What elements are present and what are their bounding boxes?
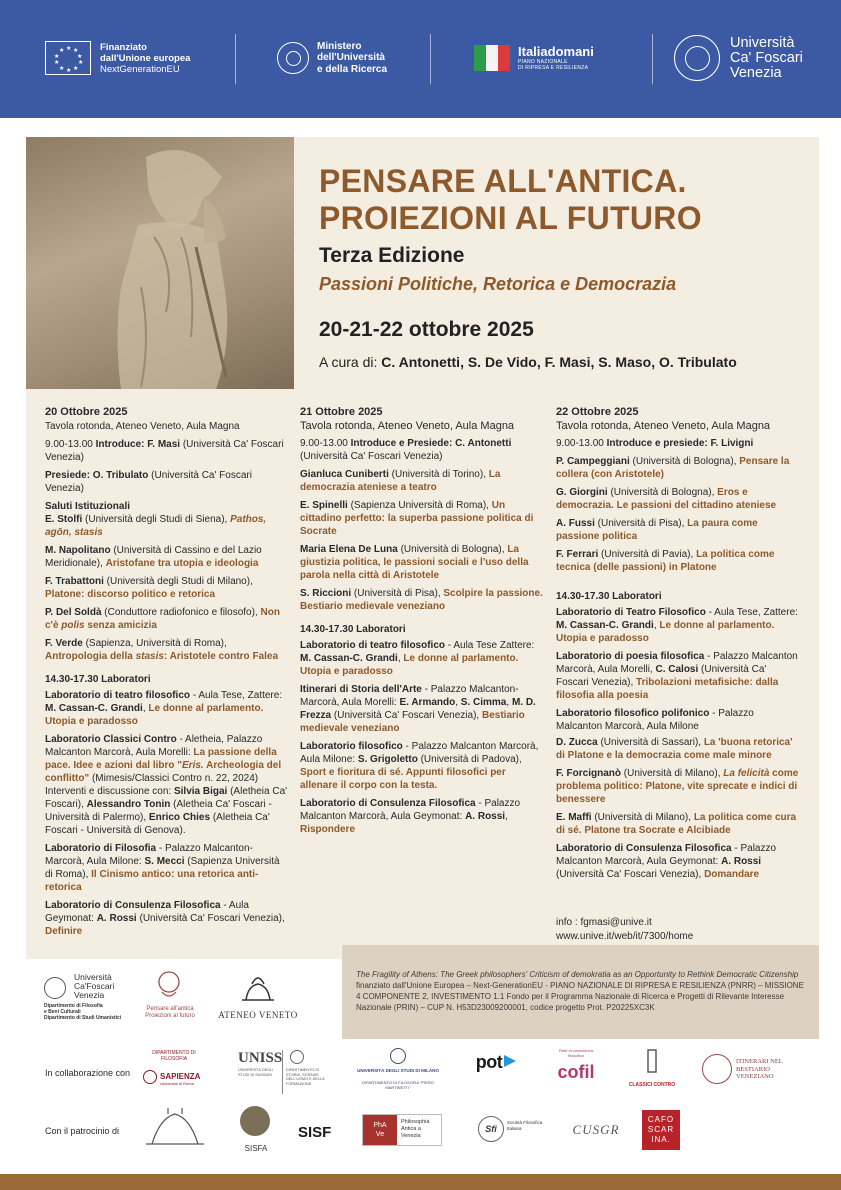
uniss-sub: UNIVERSITÀ DEGLI STUDI DI SASSARI [238,1068,274,1077]
ucf-dept-1: Dipartimento di Filosofia [44,1003,103,1009]
day2-lab [300,797,543,836]
coin-icon [240,1106,270,1136]
affiliation: (Università di Pisa), [351,588,444,599]
affiliation: (Università Ca' Foscari Venezia), [556,869,705,880]
lab-name: Laboratorio di Consulenza Filosofica [45,900,221,911]
eu-label-2: dall'Unione europea [100,52,191,64]
sapienza-sub: Università di Roma [160,1081,194,1086]
speaker: Alessandro Tonin [86,799,171,810]
collab-label: In collaborazione con [45,1068,131,1078]
talk-title: La democrazia ateniese a teatro [300,469,501,493]
sisfa-logo [238,1106,274,1158]
speaker: S. Cimma [460,697,507,708]
title-line-2: PROIEZIONI AL FUTURO [319,200,702,236]
event-dates: 20-21-22 ottobre 2025 [319,318,534,341]
sapienza-seal-icon [143,1070,157,1084]
talk-title: Domandare [704,869,760,880]
speaker: F. Ferrari [556,549,599,560]
sapienza-dept: DIPARTIMENTO DI FILOSOFIA [152,1050,196,1062]
speaker: P. Campeggiani [556,456,630,467]
speaker: E. Maffi [556,812,592,823]
talk-title: Pathos, agōn, stasis [45,514,267,538]
lab-venue: - Aula Tese Zattere: [445,640,535,651]
lab-venue: - Palazzo Malcanton Marcorà, Aula Milone: [300,741,539,765]
separator: , [142,703,149,714]
allegorical-emblem-icon [140,1104,210,1150]
speaker: C. Calosi [655,664,699,675]
mur-label-3: e della Ricerca [317,63,388,75]
day3-talk [556,548,799,574]
day2-afternoon: 14.30-17.30 Laboratori [300,624,406,635]
talk-title: polis [61,620,85,631]
day3-talk [556,486,799,512]
lab-name: Laboratorio di Consulenza Filosofica [556,843,732,854]
day1-talk [45,575,288,601]
lab-name: Laboratorio filosofico polifonico [556,708,710,719]
affiliation: (Università Ca' Foscari Venezia), [556,664,767,688]
time: 9.00-13.00 [300,438,351,449]
sfi-logo [478,1114,544,1146]
ucf-name-1: Università [74,972,112,982]
talk-title: Pensare la collera (con Aristotele) [556,456,790,480]
speaker: Introduce e Presiede: C. Antonetti [350,438,512,449]
ucf-dept-3: Dipartimento di Studi Umanistici [44,1015,122,1021]
speaker: Introduce: F. Masi [95,439,181,450]
phave-label-1: PhA [373,1122,387,1129]
republic-emblem-icon [277,42,309,74]
affiliation: (Università degli Studi di Siena), [82,514,231,525]
lab-name: Laboratorio Classici Contro [45,734,177,745]
day1-lab [45,689,288,728]
sfi-sub: Società Filosofica Italiana [507,1120,543,1131]
speaker: Silvia Bigai [173,786,228,797]
talk-title: senza amicizia [84,620,157,631]
project-box [342,945,819,1039]
mur-logo [277,32,387,84]
speaker: Introduce e presiede: F. Livigni [606,438,754,449]
day1-talk [45,544,288,570]
ucf-seal-icon [44,977,66,999]
speaker: S. Riccioni [300,588,352,599]
bestiario-logo [702,1052,794,1086]
project-funding: finanziato dall'Unione Europea – Next-GenerationEU - PIANO NAZIONALE DI RIPRESA E RESILIENZA (PNRR) – MISSIONE 4 COMPONENTE 2, INVESTIMENTO 1.1 Fondo per il Programma Nazionale di Ricerca e Progetti di Rilevante Interesse Nazionale (PRIN) – CUP N. H53D23009200001, codice progetto Prot. P20225XC3K [356,981,804,1012]
curators [319,354,737,370]
talk-title: La paura come passione politica [556,518,758,542]
day2-column [300,406,543,841]
lab-name: Laboratorio di Consulenza Filosofica [300,798,476,809]
speaker: M. Napolitano [45,545,111,556]
affiliation: (Università di Torino), [388,469,489,480]
day2-lab [300,683,543,735]
speaker: Gianluca Cuniberti [300,469,389,480]
talk-title: Le donne al parlamento. Utopia e paradosso [45,703,264,727]
speaker: G. Giorgini [556,487,608,498]
sfi-label: Sfi [478,1116,504,1142]
classici-label: CLASSICI CONTRO [628,1082,676,1088]
day2-venue: Tavola rotonda, Ateneo Veneto, Aula Magna [300,420,515,432]
contact-email[interactable]: info : fgmasi@unive.it [556,917,652,928]
speaker: M. Cassan-C. Grandi [300,653,398,664]
lab-name: Laboratorio di poesia filosofica [556,651,705,662]
affiliation: (Sapienza Università di Roma), [45,856,280,880]
header-band [0,0,841,118]
day2-date: 21 Ottobre 2025 [300,406,383,418]
unimi-seal-icon [390,1048,406,1064]
cafoscarina-logo [642,1110,680,1150]
day1-talk [45,606,288,632]
curators-label: A cura di: [319,354,382,370]
talk-title: Le donne al parlamento. Utopia e paradosso [300,653,519,677]
day2-talk [300,587,543,613]
lab-name: Itinerari di Storia dell'Arte [300,684,422,695]
talk-title: Bestiario medievale veneziano [300,710,525,734]
event-subtitle: Passioni Politiche, Retorica e Democrazia [319,274,677,294]
cofil-sub: Rete di consulenza filosofica [558,1048,594,1058]
unimi-sub: DIPARTIMENTO DI FILOSOFIA "PIERO MARTINETTI" [362,1080,434,1090]
talk-title: La politica come cura di sé. Platone tra Socrate e Alcibiade [556,812,797,836]
day1-greetings: Saluti Istituzionali [45,501,131,512]
speaker: Maria Elena De Luna [300,544,398,555]
lab-note: (Mimesis/Classici Contro n. 22, 2024) Interventi e discussione con: [45,773,259,797]
day1-column [45,406,288,943]
day1-intro [45,438,288,464]
separator: , [505,811,508,822]
affiliation: (Università Ca' Foscari Venezia), [136,913,285,924]
patronage-label: Con il patrocinio di [45,1126,120,1136]
talk-title: Le donne al parlamento. Utopia e paradosso [556,620,775,644]
ucf-label-3: Venezia [730,64,782,81]
italiadomani-sub-2: DI RIPRESA E RESILIENZA [518,65,589,71]
speaker: S. Mecci [144,856,185,867]
eu-funding-logo [45,32,190,84]
bestiario-label-3: VENEZIANO [736,1073,774,1080]
talk-title: Non c'è [45,607,280,631]
unimi-logo [356,1048,440,1094]
uniss-logo [236,1050,336,1096]
patron-emblem-logo [140,1104,210,1150]
affiliation: (Università degli Studi di Milano), [103,576,253,587]
pot-label: pot [475,1052,503,1072]
pot-logo [460,1052,518,1082]
affiliation: (Università di Bologna), [629,456,740,467]
affiliation: (Università Ca' Foscari Venezia) [45,439,284,463]
eu-label-3: NextGenerationEU [100,63,180,75]
athena-relief-image [26,137,294,389]
day2-intro [300,437,543,463]
mur-label-2: dell'Università [317,52,385,64]
affiliation: (Conduttore radiofonico e filosofo), [101,607,261,618]
affiliation: (Università di Padova), [417,754,522,765]
lab-name: Laboratorio di teatro filosofico [45,690,191,701]
affiliation: (Università Ca' Foscari Venezia), [331,710,482,721]
day3-talk [556,455,799,481]
speaker: A. Rossi [465,811,506,822]
affiliation: (Sapienza, Università di Roma), [82,638,227,649]
speaker: E. Spinelli [300,500,348,511]
lab-venue: - Aula Tese, Zattere: [705,607,798,618]
event-title [319,163,799,237]
lab-venue: - Palazzo Malcanton Marcorà, Aula Geymonat: [300,798,521,822]
title-line-1: PENSARE ALL'ANTICA. [319,163,687,199]
affiliation: (Aletheia Ca' Foscari), [45,786,288,810]
talk-title: Un cittadino perfetto: la superba passione politica di Socrate [300,500,534,537]
separator: , [506,697,512,708]
ucf-seal-icon [674,35,720,81]
header-divider [430,34,431,84]
ucf-name-3: Venezia [74,990,105,1000]
speaker: A. Fussi [556,518,595,529]
day1-lab [45,842,288,894]
day3-date: 22 Ottobre 2025 [556,406,639,418]
speaker: F. Verde [45,638,83,649]
lab-venue: - Aletheia, Palazzo Malcanton Marcorà, Aula Morelli: [45,734,263,758]
speaker: D. Zucca [556,737,598,748]
phave-label-3: Philosophia Antica a Venezia [401,1119,430,1139]
uniss-dept: DIPARTIMENTO DI STORIA, SCIENZE DELL'UOMO E DELLA FORMAZIONE [286,1068,325,1086]
speaker: F. Forcignanò [556,768,621,779]
talk-title: Eros e democrazia. Le passioni del cittadino ateniese [556,487,777,511]
affiliation: (Aletheia Ca' Foscari - Università di Genova). [45,812,270,836]
affiliation: (Università di Pisa), [594,518,688,529]
day1-lab [45,899,288,938]
day3-talk [556,767,799,806]
talk-title: Tribolazioni metafisiche: dalla filosofia alla poesia [556,677,779,701]
ucf-name-2: Ca'Foscari [74,981,115,991]
talk-title: Rispondere [300,824,356,835]
talk-title: Archeologia del conflitto" [45,760,282,784]
day3-intro [556,437,799,450]
day2-talk [300,499,543,538]
bestiario-label-2: BESTIARIO [736,1065,770,1073]
ucf-logo [674,30,803,86]
talk-title: Eris. [182,760,204,771]
sisfa-label: SISFA [244,1144,268,1153]
classici-contro-logo [622,1048,682,1094]
day1-talk [45,637,288,663]
sapienza-label: SAPIENZA [160,1072,201,1081]
column-figure-icon [644,1048,660,1074]
uniss-label: UNISS [238,1050,283,1066]
project-title: The Fragility of Athens: The Greek philosophers' Criticism of demokratia as an Opportunity to Rethink Democratic Citizenship [356,970,799,979]
footer-bar [0,1174,841,1190]
affiliation: (Università Ca' Foscari Venezia) [45,470,252,494]
curators-names: C. Antonetti, S. De Vido, F. Masi, S. Maso, O. Tribulato [381,354,737,370]
speaker: A. Rossi [721,856,762,867]
speaker: M. D. Frezza [300,697,536,721]
talk-title: La giustizia politica, le passioni sociali e l'uso della parola nella città di Aristotele [300,544,529,581]
italiadomani-label: Italiadomani [518,44,594,59]
pensare-label-2: Proiezioni al futuro [145,1013,195,1019]
time: 9.00-13.00 [556,438,607,449]
ucf-label-1: Università [730,34,795,51]
ucf-label-2: Ca' Foscari [730,49,803,66]
lab-venue: - Aula Geymonat: [45,900,249,924]
day3-lab [556,707,799,733]
speaker: S. Grigoletto [357,754,418,765]
separator: , [653,620,660,631]
day1-date: 20 Ottobre 2025 [45,406,128,418]
lab-name: Laboratorio filosofico [300,741,403,752]
contact-info [556,916,693,944]
lab-venue: - Palazzo Malcanton Marcorà, Aula Morelli, [556,651,798,675]
affiliation: (Sapienza Università di Roma), [347,500,492,511]
unimi-label: UNIVERSITÀ DEGLI STUDI DI MILANO [357,1068,439,1073]
day3-lab [556,842,799,881]
day1-talk [45,513,288,539]
lab-venue: - Palazzo Malcanton-Marcorà, Aula Morelli: [300,684,519,708]
day2-lab [300,639,543,678]
phave-logo [362,1114,442,1146]
speaker: M. Cassan-C. Grandi [45,703,143,714]
affiliation: (Università di Pavia), [598,549,697,560]
day1-afternoon: 14.30-17.30 Laboratori [45,674,151,685]
lab-venue: - Palazzo Malcanton Marcorà, Aula Geymonat: [556,843,777,867]
uniss-divider [282,1050,283,1094]
lab-venue: - Aula Tese, Zattere: [190,690,283,701]
cusgr-logo: CUSGR [572,1122,620,1137]
day1-venue: Tavola rotonda, Ateneo Veneto, Aula Magna [45,421,240,432]
affiliation: (Università di Bologna), [607,487,718,498]
affiliation: (Università Ca' Foscari Venezia) [300,451,443,462]
day2-talk [300,468,543,494]
lab-name: Laboratorio di Teatro Filosofico [556,607,706,618]
talk-title: come problema politico: Platone, vite sprecate e indici di benessere [556,768,799,805]
talk-title: Platone: discorso politico e retorica [45,589,216,600]
speaker: Enrico Chies [148,812,211,823]
edition-label: Terza Edizione [319,244,465,267]
talk-title: : Aristotele contro Falea [163,651,279,662]
pensare-antica-logo [140,968,200,1024]
talk-title: Sport e fioritura di sé. Appunti filosofici per allenare il corpo con la testa. [300,767,506,791]
day3-afternoon: 14.30-17.30 Laboratori [556,591,662,602]
ucf-dept-logo [44,972,122,1021]
day3-venue: Tavola rotonda, Ateneo Veneto, Aula Magna [556,420,771,432]
day3-talk [556,736,799,762]
ateneo-veneto-logo [212,972,304,1022]
speaker: E. Armando [399,697,456,708]
italian-flag-icon [472,41,512,75]
talk-title: Aristofane tra utopia e ideologia [105,558,259,569]
talk-title: La felicità [723,768,770,779]
affiliation: (Università di Milano), [591,812,694,823]
talk-title: La 'buona retorica' di Platone e la democrazia come male minore [556,737,793,761]
lab-name: Laboratorio di teatro filosofico [300,640,446,651]
phave-label-2: Ve [375,1131,385,1138]
contact-url[interactable]: www.unive.it/web/it/7300/home [556,931,694,942]
day1-chair [45,469,288,495]
lab-venue: - Palazzo Malcanton Marcorà, Aula Milone [556,708,754,732]
speaker: Presiede: O. Tribulato [45,470,149,481]
speaker: M. Cassan-C. Grandi [556,620,654,631]
athena-head-icon [154,968,184,1000]
speaker: P. Del Soldà [45,607,102,618]
lab-name: Laboratorio di Filosofia [45,843,157,854]
day2-talk [300,543,543,582]
day3-talk [556,517,799,543]
eu-label-1: Finanziato [100,41,147,53]
day1-lab [45,733,288,837]
header-divider [235,34,236,84]
pensare-label-1: Pensare all'antica [146,1006,194,1012]
day2-lab [300,740,543,792]
affiliation: (Università di Cassino e del Lazio Meridionale), [45,545,262,569]
italiadomani-sub-1: PIANO NAZIONALE [518,59,568,65]
affiliation: (Università di Sassari), [597,737,704,748]
cofil-label: cofil [557,1062,595,1082]
ucf-dept-2: e Beni Culturali [44,1009,81,1015]
cafo-label-2: SCAR [647,1125,675,1134]
separator: , [397,653,404,664]
sapienza-logo [143,1050,205,1090]
cofil-logo [554,1048,598,1094]
day3-lab [556,606,799,645]
mur-label-1: Ministero [317,40,362,52]
lab-venue: - Palazzo Malcanton-Marcorà, Aula Milone: [45,843,253,867]
day3-talk [556,811,799,837]
talk-title: Definire [45,926,83,937]
bestiario-label-1: ITINERARI NEL [736,1058,783,1065]
cafo-label-1: CAFO [647,1115,675,1124]
affiliation: (Università di Bologna), [397,544,508,555]
lion-medallion-icon [702,1054,732,1084]
talk-title: La passione della pace. Idee e azioni dal libro " [45,747,277,771]
talk-title: La politica come tecnica (delle passioni) in Platone [556,549,775,573]
affiliation: (Aletheia Ca' Foscari - Università di Palermo), [45,799,272,823]
italiadomani-logo [472,32,594,84]
separator: , [455,697,461,708]
speaker: F. Trabattoni [45,576,104,587]
winged-lion-icon [238,972,278,1004]
speaker: A. Rossi [96,913,137,924]
eu-flag-icon: ★ ★ ★ ★ ★ ★ ★ ★ ★ ★ [45,41,91,75]
uniss-seal-icon [290,1050,304,1064]
ateneo-label: ATENEO VENETO [218,1010,298,1020]
talk-title: stasis [135,651,164,662]
header-divider [652,34,653,84]
day3-lab [556,650,799,702]
talk-title: Antropologia della [45,651,136,662]
day3-column [556,406,799,886]
talk-title: Il Cinismo antico: una retorica anti-retorica [45,869,259,893]
cafo-label-3: INA. [651,1135,671,1144]
time: 9.00-13.00 [45,439,96,450]
affiliation: (Università di Milano), [621,768,724,779]
talk-title: Scolpire la passione. Bestiario medievale veneziano [300,588,543,612]
speaker: E. Stolfi [45,514,83,525]
sisf-logo: SISF [298,1124,332,1141]
